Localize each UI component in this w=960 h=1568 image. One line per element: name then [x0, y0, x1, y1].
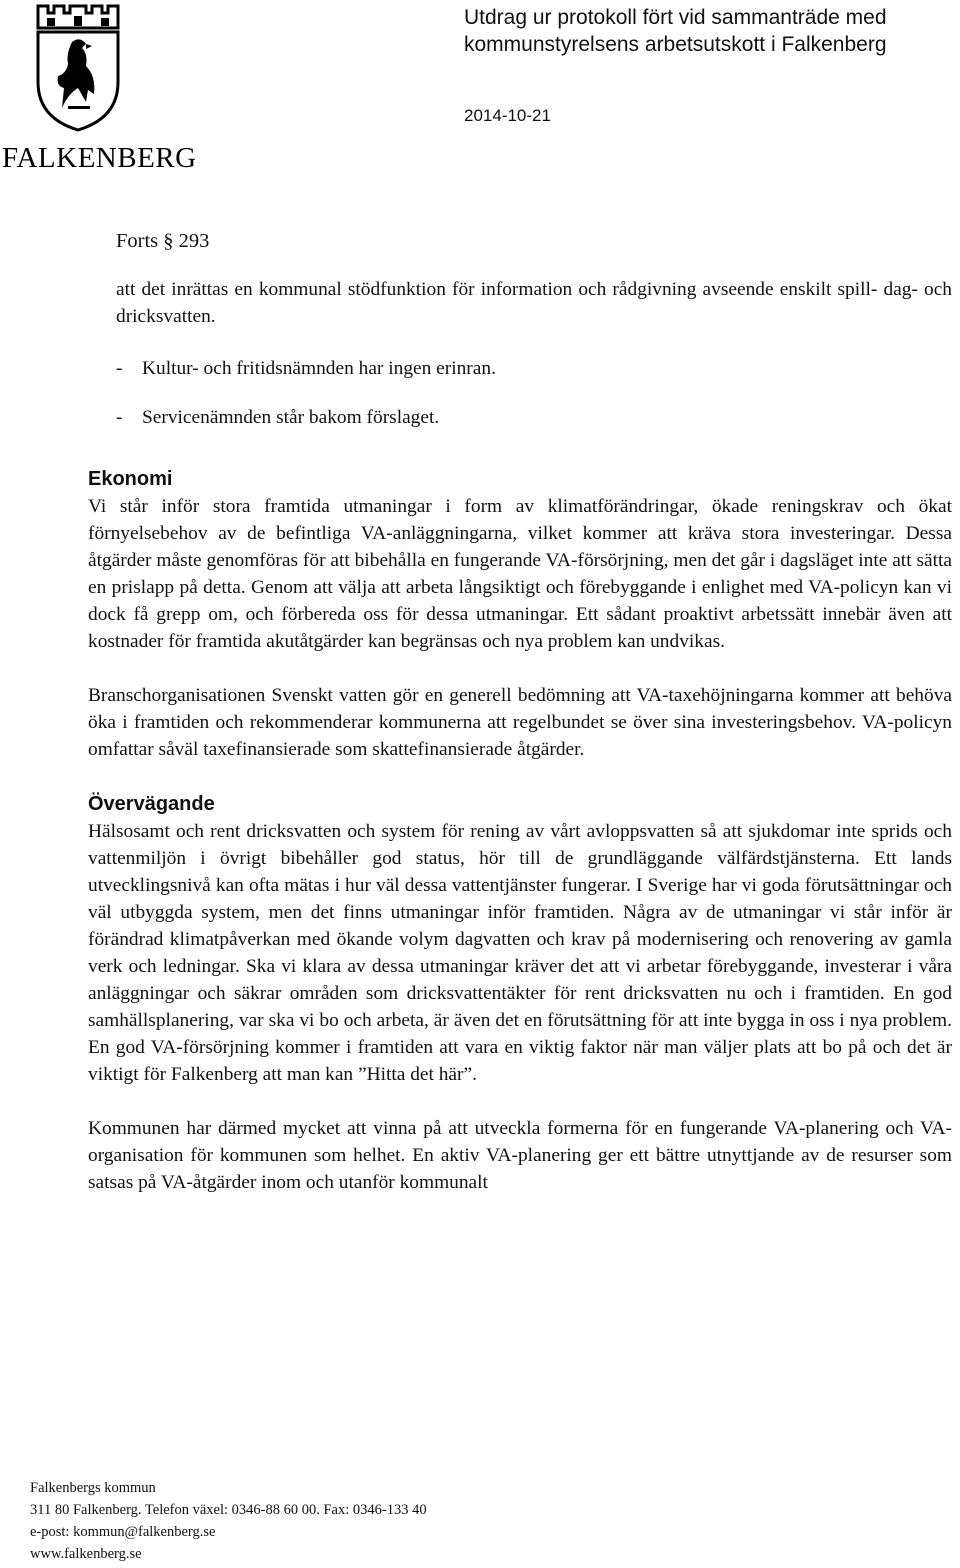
document-footer	[30, 1477, 427, 1565]
overvagande-paragraph-2: Kommunen har därmed mycket att vinna på att utveckla formerna för en fungerande VA-planering och VA-organisation för kommunen som helhet. En aktiv VA-planering ger ett bättre utnyttjande av de resurser som satsas på VA-åtgärder inom och utanför kommunalt	[88, 1118, 952, 1193]
bullet-item: - Kultur- och fritidsnämnden har ingen erinran.	[116, 358, 496, 379]
ekonomi-paragraph-2: Branschorganisationen Svenskt vatten gör en generell bedömning att VA-taxehöjningarna kommer att behöva öka i framtiden och rekommenderar kommunerna att regelbundet se över sina investeringsbehov. VA-policyn omfattar såväl taxefinansierade som skattefinansierade åtgärder.	[88, 685, 952, 760]
footer-email: e-post: kommun@falkenberg.se	[30, 1524, 216, 1540]
ekonomi-paragraph-1: Vi står inför stora framtida utmaningar i form av klimatförändringar, ökade reningskrav och ökat förnyelsebehov av de befintliga VA-anläggningarna, vilket kommer att kräva stora investeringar. Dessa åtgärder måste genomföras för att bibehålla en fungerande VA-försörjning, men det går i dagsläget inte att sätta en prislapp på detta. Genom att välja att arbeta långsiktigt och förebyggande i enlighet med VA-policyn kan vi dock få grepp om, och förbereda oss för dessa utmaningar. Ett sådant proaktivt arbetssätt innebär även att kostnader för framtida akutåtgärder kan begränsas och nya problem kan undvikas.	[88, 496, 952, 652]
logo-text: FALKENBERG	[2, 142, 197, 174]
bullet-item: - Servicenämnden står bakom förslaget.	[116, 407, 440, 428]
header-title-line2: kommunstyrelsens arbetsutskott i Falkenberg	[464, 33, 887, 56]
bullet-text: Kultur- och fritidsnämnden har ingen erinran.	[142, 358, 496, 379]
section-reference: Forts § 293	[116, 230, 210, 252]
intro-paragraph: att det inrättas en kommunal stödfunktion för information och rådgivning avseende enskilt spill- dag- och dricksvatten.	[116, 279, 952, 327]
footer-org: Falkenbergs kommun	[30, 1480, 156, 1496]
header-date: 2014-10-21	[464, 106, 551, 125]
falkenberg-coat-of-arms-icon	[34, 2, 122, 132]
heading-overvagande: Övervägande	[88, 793, 215, 815]
document-header	[464, 4, 954, 126]
logo	[0, 0, 197, 180]
header-title-line1: Utdrag ur protokoll fört vid sammanträde med	[464, 6, 887, 29]
overvagande-paragraph-1: Hälsosamt och rent dricksvatten och system för rening av vårt avloppsvatten så att sjukdomar inte sprids och vattenmiljön i övrigt bibehåller god status, hör till de grundläggande välfärdstjänsterna. Ett lands utvecklingsnivå kan ofta mätas i hur väl dessa vattentjänster fungerar. I Sverige har vi goda förutsättningar och väl utbyggda system, men det finns utmaningar inför framtiden. Några av de utmaningar vi står inför är förändrad klimatpåverkan med ökande volym dagvatten och krav på modernisering och renovering av gamla verk och ledningar. Ska vi klara av dessa utmaningar kräver det att vi arbetar förebyggande, investerar i våra anläggningar och säkrar områden som dricksvattentäkter för rent dricksvatten nu och i framtiden. En god samhällsplanering, var ska vi bo och arbeta, är även det en förutsättning för att inte bygga in oss i nya problem. En god VA-försörjning kommer i framtiden att vara en viktig faktor när man väljer plats att bo på och det är viktigt för Falkenberg att man kan ”Hitta det här”.	[88, 821, 952, 1085]
heading-ekonomi: Ekonomi	[88, 468, 173, 490]
footer-address: 311 80 Falkenberg. Telefon växel: 0346-88 60 00. Fax: 0346-133 40	[30, 1502, 427, 1518]
footer-web: www.falkenberg.se	[30, 1546, 142, 1562]
document-body	[88, 226, 952, 1196]
bullet-text: Servicenämnden står bakom förslaget.	[142, 407, 440, 428]
